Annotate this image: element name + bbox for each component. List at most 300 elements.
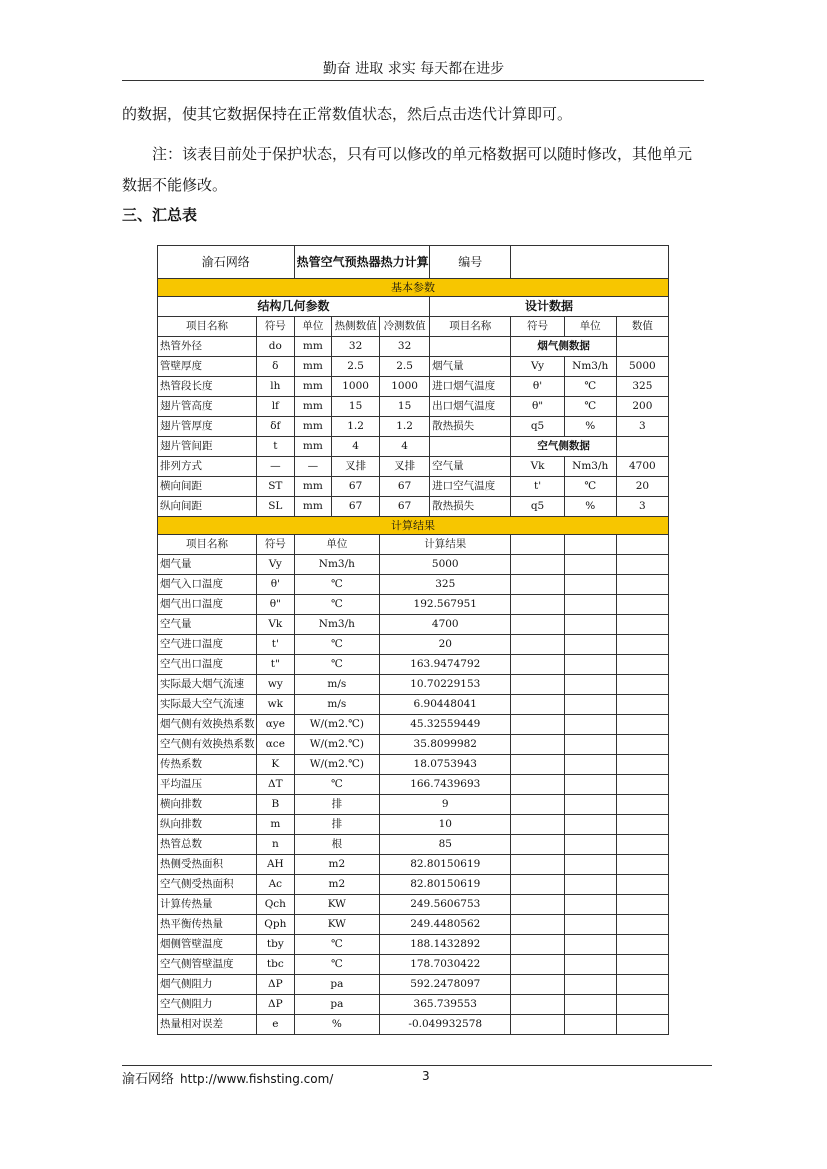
result-value: 6.90448041	[380, 695, 511, 715]
result-row	[158, 695, 669, 715]
result-value: 592.2478097	[380, 975, 511, 995]
struct-col-header: 符号	[257, 317, 295, 337]
design-name: 烟气量	[430, 357, 511, 377]
result-row	[158, 895, 669, 915]
blank-cell	[564, 795, 616, 815]
blank-cell	[564, 615, 616, 635]
result-symbol: ΔP	[257, 995, 295, 1015]
struct-unit: mm	[294, 337, 332, 357]
struct-header: 结构几何参数	[158, 297, 430, 317]
result-name: 热量相对误差	[158, 1015, 257, 1035]
blank-cell	[616, 575, 668, 595]
struct-name: 翅片管高度	[158, 397, 257, 417]
struct-row	[158, 437, 669, 457]
struct-hot-value: 叉排	[332, 457, 380, 477]
design-symbol: θ"	[511, 397, 564, 417]
result-row	[158, 955, 669, 975]
struct-row	[158, 357, 669, 377]
result-unit: pa	[294, 975, 379, 995]
struct-name: 排列方式	[158, 457, 257, 477]
result-name: 横向排数	[158, 795, 257, 815]
struct-row	[158, 377, 669, 397]
blank-cell	[616, 915, 668, 935]
blank-cell	[616, 815, 668, 835]
struct-hot-value: 15	[332, 397, 380, 417]
blank-cell	[564, 535, 616, 555]
blank-cell	[616, 675, 668, 695]
blank-cell	[616, 975, 668, 995]
struct-cold-value: 1000	[380, 377, 430, 397]
blank-cell	[616, 895, 668, 915]
blank-cell	[564, 935, 616, 955]
struct-unit: mm	[294, 397, 332, 417]
result-name: 传热系数	[158, 755, 257, 775]
result-row	[158, 635, 669, 655]
result-symbol: Vy	[257, 555, 295, 575]
blank-cell	[511, 775, 564, 795]
result-row	[158, 935, 669, 955]
struct-symbol: —	[257, 457, 295, 477]
design-name: 进口烟气温度	[430, 377, 511, 397]
struct-symbol: lh	[257, 377, 295, 397]
result-row	[158, 735, 669, 755]
struct-row	[158, 497, 669, 517]
blank-cell	[616, 875, 668, 895]
blank-cell	[511, 695, 564, 715]
blank-cell	[511, 935, 564, 955]
result-value: 82.80150619	[380, 855, 511, 875]
result-unit: KW	[294, 895, 379, 915]
design-value: 3	[616, 497, 668, 517]
blank-cell	[511, 955, 564, 975]
result-unit: %	[294, 1015, 379, 1035]
result-symbol: Qph	[257, 915, 295, 935]
result-unit: m2	[294, 875, 379, 895]
blank-cell	[616, 655, 668, 675]
result-value: 18.0753943	[380, 755, 511, 775]
band-results	[158, 517, 669, 535]
blank-cell	[564, 655, 616, 675]
struct-symbol: do	[257, 337, 295, 357]
blank-cell	[616, 775, 668, 795]
summary-table	[157, 245, 669, 1035]
blank-cell	[564, 895, 616, 915]
design-name: 空气量	[430, 457, 511, 477]
blank-cell	[511, 855, 564, 875]
design-symbol: q5	[511, 417, 564, 437]
result-symbol: K	[257, 755, 295, 775]
result-name: 纵向排数	[158, 815, 257, 835]
result-row	[158, 815, 669, 835]
struct-hot-value: 67	[332, 477, 380, 497]
result-unit: ℃	[294, 775, 379, 795]
struct-name: 热管外径	[158, 337, 257, 357]
struct-unit: mm	[294, 497, 332, 517]
paragraph-intro: 的数据，使其它数据保持在正常数值状态，然后点击迭代计算即可。	[122, 105, 573, 123]
title-row	[158, 246, 669, 279]
blank-cell	[616, 735, 668, 755]
design-name: 出口烟气温度	[430, 397, 511, 417]
result-row	[158, 875, 669, 895]
result-unit: m/s	[294, 675, 379, 695]
result-row	[158, 835, 669, 855]
result-symbol: t"	[257, 655, 295, 675]
blank-cell	[616, 795, 668, 815]
result-unit: ℃	[294, 935, 379, 955]
blank-cell	[564, 715, 616, 735]
design-value: 20	[616, 477, 668, 497]
struct-col-header: 冷测数值	[380, 317, 430, 337]
struct-symbol: lf	[257, 397, 295, 417]
design-name: 进口空气温度	[430, 477, 511, 497]
result-unit: 排	[294, 795, 379, 815]
design-unit: ℃	[564, 377, 616, 397]
struct-name: 管壁厚度	[158, 357, 257, 377]
blank-cell	[511, 555, 564, 575]
band-results-label: 计算结果	[158, 517, 669, 535]
design-unit: ℃	[564, 477, 616, 497]
result-symbol: αce	[257, 735, 295, 755]
result-unit: W/(m2.℃)	[294, 755, 379, 775]
design-name: 散热损失	[430, 417, 511, 437]
result-value: 35.8099982	[380, 735, 511, 755]
struct-cold-value: 67	[380, 497, 430, 517]
blank-cell	[564, 995, 616, 1015]
result-symbol: tby	[257, 935, 295, 955]
result-symbol: Vk	[257, 615, 295, 635]
design-value: 3	[616, 417, 668, 437]
result-symbol: Ac	[257, 875, 295, 895]
blank-cell	[511, 755, 564, 775]
result-unit: W/(m2.℃)	[294, 735, 379, 755]
result-value: 82.80150619	[380, 875, 511, 895]
blank-cell	[564, 595, 616, 615]
struct-hot-value: 1.2	[332, 417, 380, 437]
struct-hot-value: 2.5	[332, 357, 380, 377]
result-value: 192.567951	[380, 595, 511, 615]
design-value: 5000	[616, 357, 668, 377]
result-symbol: e	[257, 1015, 295, 1035]
result-name: 热侧受热面积	[158, 855, 257, 875]
struct-cold-value: 32	[380, 337, 430, 357]
result-headers-row	[158, 535, 669, 555]
result-value: 188.1432892	[380, 935, 511, 955]
struct-unit: mm	[294, 477, 332, 497]
blank-cell	[616, 595, 668, 615]
design-blank	[616, 437, 668, 457]
blank-cell	[511, 735, 564, 755]
design-col-header: 符号	[511, 317, 564, 337]
struct-hot-value: 1000	[332, 377, 380, 397]
number-value	[511, 246, 669, 279]
result-value: 10	[380, 815, 511, 835]
result-value: 365.739553	[380, 995, 511, 1015]
result-symbol: wk	[257, 695, 295, 715]
blank-cell	[616, 1015, 668, 1035]
result-value: 249.4480562	[380, 915, 511, 935]
result-symbol: m	[257, 815, 295, 835]
design-unit: ℃	[564, 397, 616, 417]
struct-name: 翅片管间距	[158, 437, 257, 457]
blank-cell	[564, 695, 616, 715]
blank-cell	[616, 995, 668, 1015]
result-row	[158, 995, 669, 1015]
blank-cell	[511, 575, 564, 595]
paragraph-note: 注：该表目前处于保护状态，只有可以修改的单元格数据可以随时修改，其他单元数据不能修改。	[122, 145, 693, 194]
result-symbol: ΔT	[257, 775, 295, 795]
result-value: 45.32559449	[380, 715, 511, 735]
org-cell: 渝石网络	[158, 246, 295, 279]
result-row	[158, 755, 669, 775]
blank-cell	[564, 555, 616, 575]
blank-cell	[564, 575, 616, 595]
result-name: 烟侧管壁温度	[158, 935, 257, 955]
result-value: 249.5606753	[380, 895, 511, 915]
result-name: 平均温压	[158, 775, 257, 795]
result-symbol: αye	[257, 715, 295, 735]
result-row	[158, 855, 669, 875]
struct-symbol: SL	[257, 497, 295, 517]
result-unit: ℃	[294, 635, 379, 655]
result-unit: m2	[294, 855, 379, 875]
result-row	[158, 715, 669, 735]
blank-cell	[564, 815, 616, 835]
result-symbol: t'	[257, 635, 295, 655]
section-headers-row	[158, 297, 669, 317]
footer-url[interactable]: http://www.fishsting.com/	[180, 1072, 334, 1086]
blank-cell	[616, 535, 668, 555]
struct-unit: mm	[294, 417, 332, 437]
result-symbol: wy	[257, 675, 295, 695]
page-number: 3	[422, 1069, 430, 1083]
result-name: 烟气出口温度	[158, 595, 257, 615]
struct-cold-value: 叉排	[380, 457, 430, 477]
blank-cell	[564, 955, 616, 975]
design-unit: Nm3/h	[564, 357, 616, 377]
blank-cell	[564, 855, 616, 875]
result-symbol: θ"	[257, 595, 295, 615]
blank-cell	[511, 915, 564, 935]
result-value: 4700	[380, 615, 511, 635]
blank-cell	[511, 715, 564, 735]
result-row	[158, 915, 669, 935]
result-value: 85	[380, 835, 511, 855]
design-col-header: 数值	[616, 317, 668, 337]
result-name: 热平衡传热量	[158, 915, 257, 935]
blank-cell	[511, 655, 564, 675]
result-name: 空气侧有效换热系数	[158, 735, 257, 755]
result-name: 实际最大空气流速	[158, 695, 257, 715]
blank-cell	[511, 795, 564, 815]
sheet-title: 热管空气预热器热力计算	[294, 246, 430, 279]
blank-cell	[564, 735, 616, 755]
result-name: 烟气侧有效换热系数	[158, 715, 257, 735]
header-rule	[122, 80, 704, 81]
struct-unit: mm	[294, 437, 332, 457]
result-col-header: 计算结果	[380, 535, 511, 555]
design-col-header: 项目名称	[430, 317, 511, 337]
page-footer	[122, 1068, 333, 1087]
struct-col-header: 单位	[294, 317, 332, 337]
result-value: -0.049932578	[380, 1015, 511, 1035]
result-value: 325	[380, 575, 511, 595]
result-name: 烟气量	[158, 555, 257, 575]
struct-symbol: δf	[257, 417, 295, 437]
page-header: 勤奋 进取 求实 每天都在进步	[322, 61, 505, 77]
result-name: 计算传热量	[158, 895, 257, 915]
blank-cell	[616, 555, 668, 575]
blank-cell	[511, 995, 564, 1015]
blank-cell	[511, 815, 564, 835]
blank-cell	[511, 535, 564, 555]
struct-cold-value: 1.2	[380, 417, 430, 437]
blank-cell	[511, 635, 564, 655]
result-value: 166.7439693	[380, 775, 511, 795]
struct-row	[158, 337, 669, 357]
design-value: 325	[616, 377, 668, 397]
result-name: 空气出口温度	[158, 655, 257, 675]
column-headers-row	[158, 317, 669, 337]
struct-cold-value: 67	[380, 477, 430, 497]
blank-cell	[616, 935, 668, 955]
result-value: 20	[380, 635, 511, 655]
result-symbol: n	[257, 835, 295, 855]
air-header: 空气侧数据	[511, 437, 616, 457]
blank-cell	[511, 875, 564, 895]
blank-cell	[564, 775, 616, 795]
blank-cell	[564, 915, 616, 935]
blank-cell	[564, 975, 616, 995]
result-value: 10.70229153	[380, 675, 511, 695]
struct-unit: mm	[294, 377, 332, 397]
result-name: 空气量	[158, 615, 257, 635]
design-symbol: θ'	[511, 377, 564, 397]
result-unit: 排	[294, 815, 379, 835]
struct-cold-value: 2.5	[380, 357, 430, 377]
section-heading: 三、汇总表	[122, 206, 198, 224]
result-unit: KW	[294, 915, 379, 935]
blank-cell	[564, 675, 616, 695]
result-symbol: ΔP	[257, 975, 295, 995]
design-col-header: 单位	[564, 317, 616, 337]
result-symbol: Qch	[257, 895, 295, 915]
design-unit: %	[564, 497, 616, 517]
result-row	[158, 655, 669, 675]
struct-row	[158, 417, 669, 437]
result-unit: m/s	[294, 695, 379, 715]
blank-cell	[616, 695, 668, 715]
struct-symbol: ST	[257, 477, 295, 497]
blank-cell	[511, 615, 564, 635]
blank-cell	[511, 595, 564, 615]
result-unit: ℃	[294, 575, 379, 595]
result-value: 178.7030422	[380, 955, 511, 975]
blank-cell	[616, 835, 668, 855]
result-name: 热管总数	[158, 835, 257, 855]
struct-cold-value: 15	[380, 397, 430, 417]
design-value: 4700	[616, 457, 668, 477]
struct-hot-value: 4	[332, 437, 380, 457]
result-row	[158, 675, 669, 695]
blank-cell	[564, 835, 616, 855]
result-name: 空气侧受热面积	[158, 875, 257, 895]
result-unit: ℃	[294, 955, 379, 975]
design-unit: Nm3/h	[564, 457, 616, 477]
result-value: 5000	[380, 555, 511, 575]
result-symbol: AH	[257, 855, 295, 875]
result-name: 烟气入口温度	[158, 575, 257, 595]
blank-cell	[511, 1015, 564, 1035]
struct-name: 纵向间距	[158, 497, 257, 517]
design-unit: %	[564, 417, 616, 437]
struct-hot-value: 32	[332, 337, 380, 357]
struct-row	[158, 397, 669, 417]
result-name: 烟气侧阻力	[158, 975, 257, 995]
struct-name: 热管段长度	[158, 377, 257, 397]
design-symbol: Vy	[511, 357, 564, 377]
blank-cell	[511, 895, 564, 915]
result-value: 9	[380, 795, 511, 815]
struct-col-header: 项目名称	[158, 317, 257, 337]
result-unit: pa	[294, 995, 379, 1015]
footer-rule	[122, 1065, 712, 1066]
result-unit: ℃	[294, 595, 379, 615]
design-blank	[430, 337, 511, 357]
result-row	[158, 575, 669, 595]
result-row	[158, 795, 669, 815]
result-unit: Nm3/h	[294, 555, 379, 575]
struct-row	[158, 477, 669, 497]
blank-cell	[564, 755, 616, 775]
design-symbol: t'	[511, 477, 564, 497]
result-symbol: θ'	[257, 575, 295, 595]
design-value: 200	[616, 397, 668, 417]
blank-cell	[616, 855, 668, 875]
result-row	[158, 775, 669, 795]
result-symbol: tbc	[257, 955, 295, 975]
result-col-header: 符号	[257, 535, 295, 555]
design-header: 设计数据	[430, 297, 669, 317]
result-name: 空气侧管壁温度	[158, 955, 257, 975]
band-basic-label: 基本参数	[158, 279, 669, 297]
result-col-header: 项目名称	[158, 535, 257, 555]
design-blank	[616, 337, 668, 357]
struct-unit: —	[294, 457, 332, 477]
blank-cell	[616, 955, 668, 975]
result-name: 空气侧阻力	[158, 995, 257, 1015]
result-row	[158, 975, 669, 995]
result-name: 实际最大烟气流速	[158, 675, 257, 695]
footer-org: 渝石网络	[122, 1072, 175, 1087]
flue-header: 烟气侧数据	[511, 337, 616, 357]
blank-cell	[564, 1015, 616, 1035]
result-row	[158, 615, 669, 635]
struct-name: 翅片管厚度	[158, 417, 257, 437]
struct-cold-value: 4	[380, 437, 430, 457]
blank-cell	[616, 615, 668, 635]
blank-cell	[511, 835, 564, 855]
blank-cell	[511, 675, 564, 695]
struct-row	[158, 457, 669, 477]
struct-name: 横向间距	[158, 477, 257, 497]
blank-cell	[616, 755, 668, 775]
design-symbol: Vk	[511, 457, 564, 477]
result-row	[158, 1015, 669, 1035]
struct-symbol: t	[257, 437, 295, 457]
result-unit: Nm3/h	[294, 615, 379, 635]
blank-cell	[564, 875, 616, 895]
result-unit: W/(m2.℃)	[294, 715, 379, 735]
